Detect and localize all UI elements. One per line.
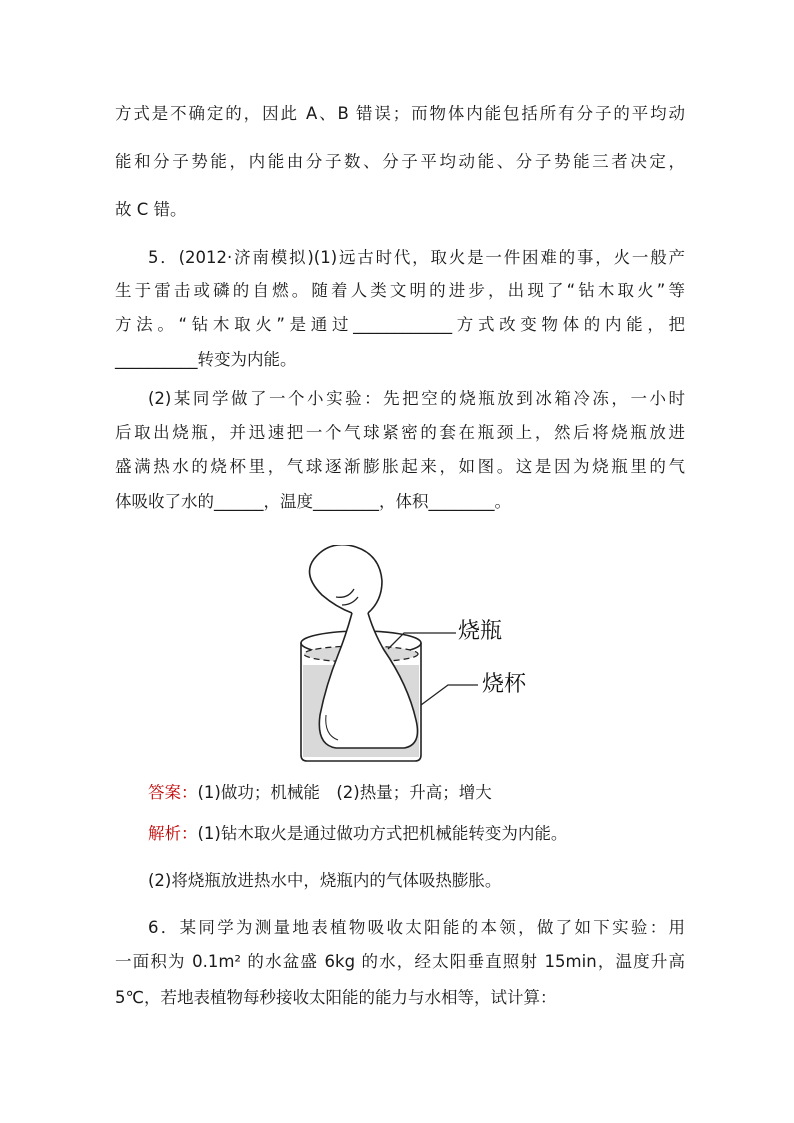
text-line: 故 C 错。 — [115, 200, 187, 219]
text-line: 方式是不确定的，因此 A、B 错误；而物体内能包括所有分子的平均动 — [115, 104, 685, 123]
question-5-line: 方法。“钻木取火”是通过____________方式改变物体的内能，把 — [115, 315, 685, 334]
analysis-line — [148, 822, 685, 846]
analysis-line: (2)将烧瓶放进热水中，烧瓶内的气体吸热膨胀。 — [148, 871, 502, 890]
question-5-part2-line: 盛满热水的烧杯里，气球逐渐膨胀起来，如图。这是因为烧瓶里的气 — [115, 457, 685, 476]
beaker-label: 烧杯 — [482, 672, 527, 697]
experiment-diagram — [296, 545, 541, 765]
question-5-part2-line: (2)某同学做了一个小实验：先把空的烧瓶放到冰箱冷冻，一小时 — [148, 389, 685, 408]
question-6-line: 5℃，若地表植物每秒接收太阳能的能力与水相等，试计算： — [115, 988, 557, 1007]
text-line: 能和分子势能，内能由分子数、分子平均动能、分子势能三者决定， — [115, 152, 685, 171]
balloon — [310, 545, 383, 613]
answer-text: (1)做功；机械能 (2)热量；升高；增大 — [197, 783, 492, 802]
flask-beaker-figure — [296, 545, 541, 765]
analysis-text: (1)钻木取火是通过做功方式把机械能转变为内能。 — [197, 824, 568, 843]
flask-label: 烧瓶 — [458, 619, 503, 644]
question-5-part2-line: 体吸收了水的______，温度________，体积________。 — [115, 492, 511, 511]
beaker-leader-line — [421, 685, 478, 705]
answer-label: 答案： — [148, 783, 198, 802]
question-5-part2-line: 后取出烧瓶，并迅速把一个气球紧密的套在瓶颈上，然后将烧瓶放进 — [115, 423, 685, 442]
question-5-line: 生于雷击或磷的自燃。随着人类文明的进步，出现了“钻木取火”等 — [115, 281, 685, 300]
question-6-line: 6．某同学为测量地表植物吸收太阳能的本领，做了如下实验：用 — [148, 918, 685, 937]
answer-line — [148, 781, 685, 805]
question-5-line: __________转变为内能。 — [115, 350, 297, 369]
question-6-line: 一面积为 0.1m² 的水盆盛 6kg 的水，经太阳垂直照射 15min，温度升高 — [115, 952, 685, 971]
analysis-label: 解析： — [148, 824, 198, 843]
question-5-line: 5．(2012·济南模拟)(1)远古时代，取火是一件困难的事，火一般产 — [148, 248, 685, 267]
